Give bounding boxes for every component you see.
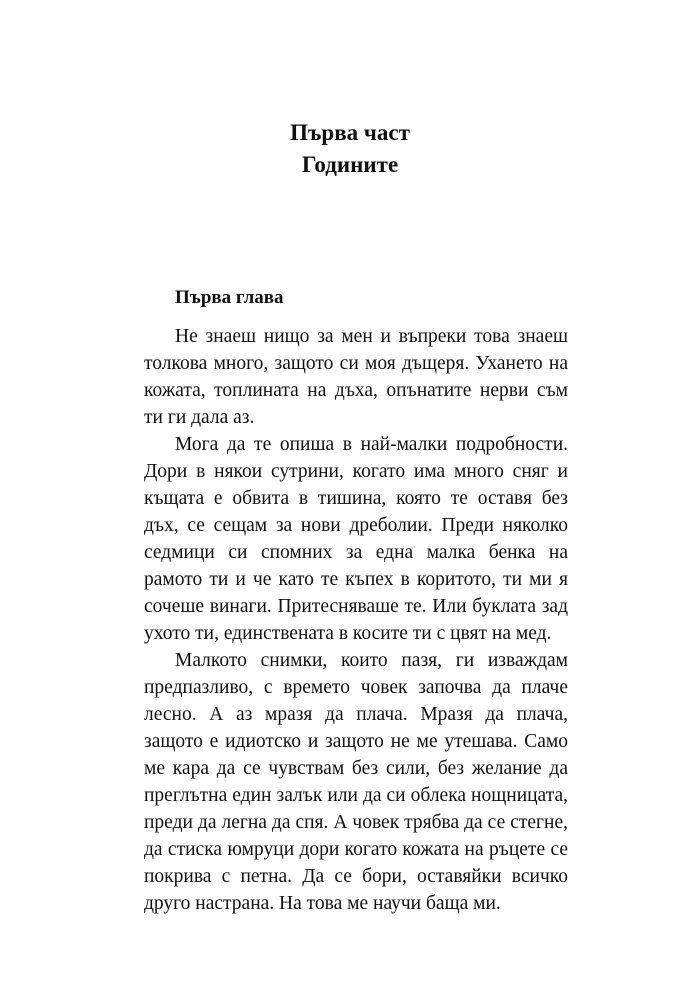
part-subtitle: Годините xyxy=(301,152,399,177)
paragraph: Не знаеш нищо за мен и въпреки това знаеш толкова много, защото си моя дъщеря. Ухането на кожата, топлината на дъха, опънатите нерви съм ти ги дала аз. xyxy=(144,326,568,428)
part-title: Първа част xyxy=(290,120,410,145)
chapter-title: Първа глава xyxy=(175,287,284,308)
chapter-body xyxy=(144,323,568,917)
paragraph: Мога да те опиша в най-малки подробности. Дори в някои сутрини, когато има много сняг и къщата е обвита в тишина, която те оставя без дъх, се сещам за нови дреболии. Преди няколко седмици си спомних за една малка бенка на рамото ти и че като те къпех в коритото, ти ми я сочеше винаги. Притесняваше те. Или буклата зад ухото ти, единствената в косите ти с цвят на мед. xyxy=(144,434,568,644)
paragraph: Малкото снимки, които пазя, ги изваждам предпазливо, с времето човек започва да плаче лесно. А аз мразя да плача. Мразя да плача, защото е идиотско и защото не ме утешава. Само ме кара да се чувствам без сили, без желание да преглътна един залък или да си облека нощницата, преди да легна да спя. А човек трябва да се стегне, да стиска юмруци дори когато кожата на ръцете се покрива с петна. Да се бори, оставяйки всичко друго настрана. На това ме научи баща ми. xyxy=(144,650,568,914)
part-heading xyxy=(0,117,700,181)
